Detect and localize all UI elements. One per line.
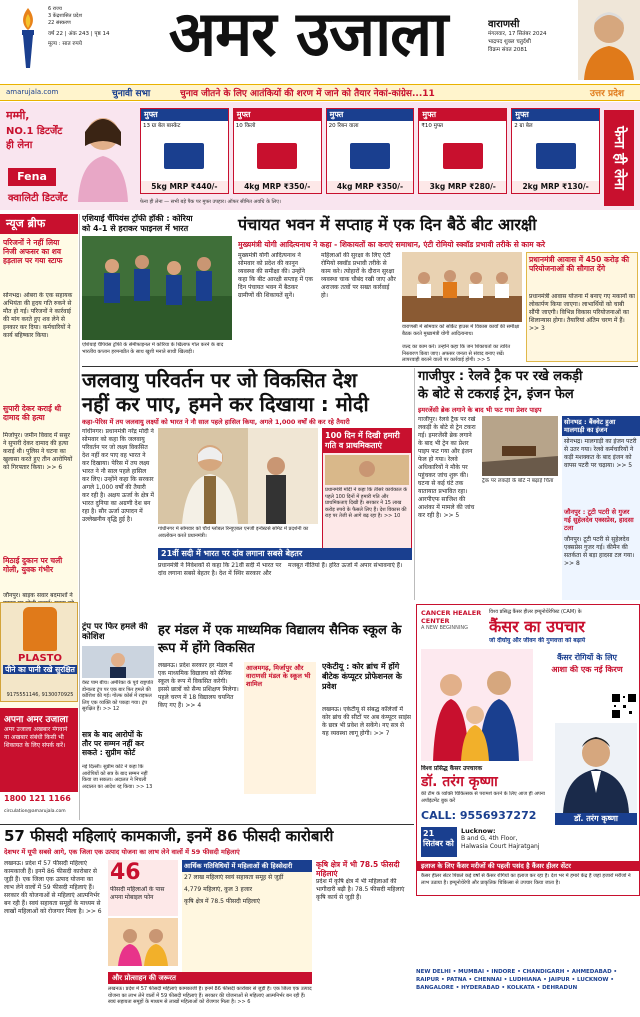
ghazipur-body: गाजीपुर। रेलवे ट्रैक पर रखे लकड़ी के बोटे से ट्रेन टकरा गई। इमरजेंसी ब्रेक लगाने के बाद भी ट्रेन का प्रेशर पाइप फट गया और इंजन फेल हो गया। रेलवे अधिकारियों ने मौके पर पहुंचकर जांच शुरू की। घटना से कई घंटे तक यातायात प्रभावित रहा। आरपीएफ साजिश की आशंका में मामले की जांच कर रही है। >> 5 [418, 416, 476, 519]
appointment-text: की टीम के व्यक्ति चिकित्सक से परामर्श करने के लिए आज ही अपना अपॉइंटमेंट बुक करें [421, 791, 545, 804]
masthead [0, 0, 640, 82]
ad-tagline-2: NO.1 डिटर्जेंट [6, 126, 63, 137]
cancer-org-sub: A NEW BEGINNING [421, 625, 468, 631]
yogi-headline: पंचायत भवन में सप्ताह में एक दिन बैठें बीट आरक्षी [238, 215, 537, 234]
doctor-name: डॉ. तरंग कृष्णा [421, 774, 498, 790]
modi-headline-2: नहीं कर पाए, हमने कर दिखाया : मोदी [82, 392, 369, 416]
trump-body: वेस्ट पाम बीच। अमेरिका के पूर्व राष्ट्रपति डोनाल्ड ट्रंप पर एक बार फिर हमले की कोशिश की गई। गोल्फ कोर्स में राइफल लिए एक व्यक्ति को पकड़ा गया। ट्रंप सुरक्षित हैं। >> 12 [82, 680, 154, 712]
plasto-phone: 9175551146, 9130070925 [6, 692, 74, 698]
women-list-item-2: 4,779 महिलाएं, कुल 3 हजार [184, 886, 253, 893]
date-box: 21 सितंबर को [421, 827, 457, 857]
kejriwal-body: नई दिल्ली। सुप्रीम कोर्ट ने कहा कि आरोपियों को सत्र के बाद सम्मन नहीं किया जा सकता। अदालत ने निचली अदालत का आदेश रद्द किया। >> 13 [82, 764, 153, 790]
fena-packs [140, 108, 600, 194]
fena-pack [326, 108, 415, 194]
women-strip: और प्रोत्साहन की जरूरत [108, 972, 312, 984]
cancer-family-photo [421, 649, 533, 761]
ad-tagline-1: मम्मी, [6, 109, 30, 122]
plasto-brand: PLASTO [18, 653, 62, 664]
edition-meta-2: 3 केंद्रशासित प्रदेश [48, 13, 82, 19]
doctor-tag: डॉ. तरंग कृष्णा [555, 813, 637, 825]
venue-city: Lucknow: [461, 827, 496, 835]
women-stat-text: फीसदी महिलाओं के पास अपना मोबाइल फोन [110, 886, 165, 901]
brief-3-body: जौनपुर। बाइक सवार बदमाशों ने [3, 592, 73, 599]
subscription-box [0, 708, 78, 820]
cancer-org: CANCER HEALER CENTER [421, 609, 482, 625]
yogi-body: मुख्यमंत्री योगी आदित्यनाथ ने सोमवार को प्रदेश की कानून व्यवस्था की समीक्षा की। उन्होंने कहा कि बीट आरक्षी सप्ताह में एक दिन पंचायत भवन में बैठकर ग्रामीणों की शिकायतें सुनें। महिलाओं की सुरक्षा के लिए एंटी रोमियो स्क्वॉड प्रभावी तरीके से काम करे। त्योहारों के दौरान सुरक्षा व्यवस्था चाक चौबंद रखी जाए और अराजक तत्वों पर सख्त कार्रवाई हो। [238, 252, 396, 299]
circulation-email[interactable]: circulation@amarujala.com [4, 809, 66, 814]
ghazipur-inset: ट्रैक पर लकड़ी के बोटे ने बढ़ाई चिंता [482, 478, 554, 484]
inline-body: प्रधानमंत्री ने निवेशकों से कहा कि 21वीं सदी में भारत पर दांव लगाना सबसे बेहतर है। देश में स्थिर सरकार और मजबूत नीतियां हैं। हरित ऊर्जा में अपार संभावनाएं हैं। [158, 562, 403, 577]
pack-mrp: 5kg MRP ₹440/- [141, 181, 228, 193]
hundred-days-head: 100 दिन में दिखी हमारी गति व प्राथमिकताएं [323, 429, 411, 453]
cancer-title: कैंसर का उपचार [489, 617, 585, 636]
cancer-hope-2: आशा की एक नई किरण [551, 665, 623, 674]
hockey-caption: एशियाई चैंपियंस ट्रॉफी के सेमीफाइनल में कोरिया के खिलाफ गोल करने के बाद भारतीय कप्तान हरमनप्रीत के साथ खुशी मनाते साथी खिलाड़ी। [82, 342, 224, 355]
plasto-line: पीने का पानी रखे सुरक्षित [3, 665, 77, 674]
hundred-days-box [322, 428, 412, 554]
issue-date: मंगलवार, 17 सितंबर 2024 [488, 31, 547, 37]
tollfree-number[interactable]: 1800 121 1166 [4, 794, 71, 803]
modi-photo-caption: गांधीनगर में सोमवार को चौथे ग्लोबल रिन्यूएबल एनर्जी इन्वेस्टर्स समिट में प्रदर्शनी का अवलोकन करते प्रधानमंत्री। [158, 526, 309, 539]
nav-strip [0, 84, 640, 101]
brief-1-head: परिजनों ने नहीं लिया निजी अफसर का शव हड़ताल पर गया स्टाफ [3, 238, 63, 265]
cancer-cities: NEW DELHI • MUMBAI • INDORE • CHANDIGARH • AHMEDABAD • RAIPUR • PATNA • CHENNAI • LUDHIANA • JAIPUR • LUCKNOW • BANGALORE • HYDERABAD • KOLKATA • DEHRADUN [416, 969, 618, 991]
hockey-headline: को 4-1 से हराकर फाइनल में भारत [82, 224, 189, 233]
fena-ad-banner [0, 102, 640, 210]
pack-gift: 20 रिबन वाला [328, 123, 359, 129]
women-list-item-3: कृषि क्षेत्र में 78.5 फीसदी महिलाएं [184, 898, 260, 905]
sainik-school-body: लखनऊ। प्रदेश सरकार हर मंडल में एक माध्यमिक विद्यालय को सैनिक स्कूल के रूप में विकसित करेगी। इससे छात्रों को सैन्य प्रशिक्षण मिलेगा। पहले चरण में 18 विद्यालय चयनित किए गए हैं। >> 4 [158, 662, 239, 709]
pm-awas-head: प्रधानमंत्री आवास में 450 करोड़ की परियोजनाओं की सौगात देंगे [529, 255, 630, 273]
venue-line-1: B and G, 4th Floor, [461, 835, 518, 842]
venue [461, 827, 553, 851]
pack-mrp: 3kg MRP ₹280/- [419, 181, 506, 193]
inline-head: 21वीं सदी में भारत पर दांव लगाना सबसे बेहतर [158, 548, 412, 560]
yogi-caption: वाराणसी में सोमवार को सर्किट हाउस में विकास कार्यों की समीक्षा बैठक करते मुख्यमंत्री योगी आदित्यनाथ। [402, 324, 520, 337]
sonbhadra-body: सोनभद्र। मालगाड़ी का इंजन पटरी से उतर गया। रेलवे कर्मचारियों ने कड़ी मशक्कत के बाद इंजन को वापस पटरी पर चढ़ाया। >> 5 [564, 438, 637, 469]
modi-photo [158, 428, 318, 524]
women-body: लखनऊ। प्रदेश में 57 फीसदी महिलाएं कामकाजी हैं। इनमें 86 फीसदी कारोबार से जुड़ी हैं। एक जिला एक उत्पाद योजना का लाभ लेने वालों में 59 फीसदी महिलाएं हैं। सरकार की योजनाओं से महिलाएं आत्मनिर्भर बन रही हैं। स्वयं सहायता समूहों के माध्यम से लाखों महिलाओं को रोजगार मिला है। >> 6 [4, 860, 102, 915]
pack-gift: 13 ग्रा बेल बास्केट [143, 123, 181, 129]
hockey-photo [82, 236, 232, 340]
pack-box-icon [164, 143, 204, 169]
fena-pack [511, 108, 600, 194]
modi-body: गांधीनगर। प्रधानमंत्री नरेंद्र मोदी ने सोमवार को कहा कि जलवायु परिवर्तन पर जो लक्ष्य विकसित देश नहीं कर पाए वह भारत ने कर दिखाया। पेरिस में तय लक्ष्य भारत ने नौ साल पहले हासिल कर लिए। उन्होंने कहा कि सरकार अगले 1,000 वर्षों की तैयारी कर रही है। अक्षय ऊर्जा के क्षेत्र में भारत दुनिया का अग्रणी देश बन रहा है। सौर ऊर्जा उत्पादन में उल्लेखनीय वृद्धि हुई है। [82, 428, 154, 523]
brief-2-head: सुपारी देकर कराई थी दामाद की हत्या [3, 404, 62, 422]
pack-offer-label: मुफ्त [512, 109, 599, 121]
fena-brand-line: क्वालिटी डिटर्जेंट [8, 193, 68, 204]
price-line: मूल्य : सात रुपये [48, 41, 82, 47]
newspaper-title: अमर उजाला [168, 0, 448, 70]
pack-gift: 10 किलो [235, 123, 256, 129]
hockey-kicker: एशियाई चैंपियंस ट्रॉफी हॉकी : कोरिया [82, 214, 193, 223]
sonbhadra-label: सोनभद्र : बैंक्वेट हुआ मालगाड़ी का इंजन [562, 416, 640, 436]
yogi-body2: जल्द का काम करें। उन्होंने कहा कि जन शिकायतों का त्वरित निस्तारण किया जाए। अफसर जनता से संवाद बनाए रखें। लापरवाही बरतने वालों पर कार्रवाई होगी। >> 5 [402, 344, 511, 362]
women-side-body: प्रदेश में कृषि क्षेत्र में भी महिलाओं की भागीदारी बढ़ी है। 78.5 फीसदी महिलाएं कृषि कार्य से जुड़ी हैं। [316, 878, 405, 901]
women-list-box [182, 860, 312, 972]
modi-headline-1: जलवायु परिवर्तन पर जो विकसित देश [82, 368, 357, 392]
cancer-bottom-head: इलाज के लिए कैंसर मरीजों की पहली पसंद है कैंसर हीलर सेंटर [417, 861, 640, 871]
pack-box-icon [536, 143, 576, 169]
nav-headline[interactable]: चुनाव जीतने के लिए आतंकियों की शरण में जाने को तैयार नेकां-कांग्रेस...11 [180, 89, 435, 99]
pack-mrp: 4kg MRP ₹350/- [327, 181, 414, 193]
cancer-hope-1: कैंसर रोगियों के लिए [557, 653, 617, 662]
women-headline: 57 फीसदी महिलाएं कामकाजी, इनमें 86 फीसदी कारोबारी [4, 827, 334, 845]
fena-pack [233, 108, 322, 194]
modi-sub: कहा-पेरिस में तय जलवायु लक्ष्यों को भारत ने नौ साल पहले हासिल किया, अगले 1,000 वर्षों की कर रहे तैयारी [82, 418, 350, 426]
fena-pack [140, 108, 229, 194]
women-list-item-1: 27 लाख महिलाएं स्वयं सहायता समूह से जुड़ीं [184, 874, 284, 881]
sainik-school-headline: हर मंडल में एक माध्यमिक विद्यालय सैनिक स्कूल के रूप में होंगे विकसित [158, 623, 402, 656]
brief-2-body: मिर्जापुर। जमीन विवाद में ससुर ने सुपारी देकर दामाद की हत्या कराई थी। पुलिस ने घटना का खुलासा करते हुए तीन आरोपियों को गिरफ्तार किया। >> 6 [3, 432, 73, 471]
fena-pack [418, 108, 507, 194]
subscription-body: अमर उजाला अखबार मंगवाने या अखबार संबंधी किसी भी शिकायत के लिए संपर्क करें। [4, 726, 68, 749]
qr-code-icon[interactable] [611, 693, 637, 719]
brief-3-head: मिठाई दुकान पर चली गोली, युवक गंभीर [3, 556, 63, 574]
edition-city: वाराणसी [488, 19, 520, 30]
pack-offer-label: मुफ्त [141, 109, 228, 121]
pack-box-icon [350, 143, 390, 169]
pack-offer-label: मुफ्त [327, 109, 414, 121]
sonbhadra-box [562, 416, 640, 600]
trump-headline: ट्रंप पर फिर हमले की कोशिश [82, 622, 148, 642]
pack-offer-label: मुफ्त [419, 109, 506, 121]
site-link[interactable]: amarujala.com [6, 88, 59, 96]
hundred-days-body: प्रधानमंत्री मोदी ने कहा कि तीसरे कार्यकाल के पहले 100 दिनों में हमारी गति और प्राथमिकताएं दिखी हैं। सरकार ने 15 लाख करोड़ रुपये के फैसले लिए हैं। देश विकास की राह पर तेजी से आगे बढ़ रहा है। >> 10 [325, 487, 408, 519]
ghazipur-headline-2: के बोटे से टकराई ट्रेन, इंजन फेल [418, 387, 574, 402]
ghazipur-photo [482, 416, 558, 476]
venue-line-2: Halwasia Court Hajratganj [461, 843, 540, 850]
masthead-portrait [578, 0, 640, 80]
edition-meta-3: 22 संस्करण [48, 20, 71, 26]
volume-line: वर्ष 22 | अंक 243 | पृष्ठ 14 [48, 31, 110, 37]
ad-fine-print: फेना ही लेना — सभी बड़े पैक पर मुफ्त उपहार। ऑफर सीमित अवधि के लिए। [140, 199, 281, 205]
nav-state: उत्तर प्रदेश [590, 89, 624, 99]
ad-girl-photo [70, 106, 136, 202]
pm-awas-box [526, 252, 638, 362]
pack-mrp: 4kg MRP ₹350/- [234, 181, 321, 193]
aktu-story [322, 662, 412, 802]
jaunpur-train-body: जौनपुर। टूटी पटरी से सुहेलदेव एक्सप्रेस गुजर गई। कीमैन की सतर्कता से बड़ा हादसा टल गया। >> 8 [564, 536, 635, 567]
sainik-inset [244, 662, 316, 794]
call-label: CALL: [421, 809, 457, 822]
women-photo [108, 918, 178, 966]
hindi-date: भाद्रपद शुक्ल चतुर्दशी [488, 39, 531, 45]
ad-right-text: फेना ही लेना [604, 110, 634, 206]
ghazipur-sub: इमरजेंसी ब्रेक लगाने के बाद भी फट गया प्रेशर पाइप [418, 406, 542, 414]
doctor-photo [555, 723, 637, 813]
subscription-head: अपना अमर उजाला [4, 715, 68, 725]
samvat: विक्रम संवत 2081 [488, 47, 528, 53]
pm-awas-body: प्रधानमंत्री आवास योजना में बनाए गए मकानों का लोकार्पण किया जाएगा। लाभार्थियों को चाबी सौंपी जाएगी। विभिन्न विकास परियोजनाओं का शिलान्यास होगा। तैयारियां अंतिम चरण में हैं। >> 3 [529, 293, 635, 332]
hockey-story [82, 214, 232, 364]
pack-box-icon [257, 143, 297, 169]
yogi-sub: मुख्यमंत्री योगी आदित्यनाथ ने कहा - शिकायतों का कराएं समाधान, एंटी रोमियो स्क्वॉड प्रभावी तरीके से काम करे [238, 240, 546, 249]
women-side-head: कृषि क्षेत्र में भी 78.5 फीसदी महिलाएं [316, 860, 400, 878]
pack-gift: ₹10 मुफ्त [421, 123, 444, 129]
women-sub: देशभर में यूपी सबसे आगे, एक जिला एक उत्पाद योजना का लाभ लेने वालों में 59 फीसदी महिलाएं [4, 848, 240, 856]
women-stat-num: 46 [110, 860, 141, 885]
cancer-bottom-body: कैंसर हीलर सेंटर पिछले कई वर्षों से कैंसर रोगियों का इलाज कर रहा है। देश भर में हमारे केंद्र हैं जहां हजारों मरीजों ने लाभ उठाया है। इम्यूनोथेरेपी और प्राकृतिक चिकित्सा से उपचार किया जाता है। [421, 873, 631, 886]
pack-offer-label: मुफ्त [234, 109, 321, 121]
women-list-head: आर्थिक गतिविधियों में महिलाओं की हिस्सेदारी [182, 860, 312, 872]
women-strip-body: लखनऊ। प्रदेश में 57 फीसदी महिलाएं कामकाजी हैं। इनमें 86 फीसदी कारोबार से जुड़ी हैं। एक जिला एक उत्पाद योजना का लाभ लेने वालों में 59 फीसदी महिलाएं हैं। सरकार की योजनाओं से महिलाएं आत्मनिर्भर बन रही हैं। स्वयं सहायता समूहों के माध्यम से लाखों महिलाओं को रोजगार मिला है। >> 6 [108, 986, 312, 1005]
twenty-first-century-box [158, 548, 412, 618]
hundred-days-photo [325, 455, 409, 485]
expert-kicker: विश्व प्रसिद्ध कैंसर उपचारक [421, 765, 483, 772]
cancer-title-sub: जो दीर्घायु और जीवन की गुणवत्ता को बढ़ाये [489, 637, 586, 644]
cancer-phone[interactable]: 9556937272 [459, 809, 537, 822]
pack-mrp: 2kg MRP ₹130/- [512, 181, 599, 193]
plasto-tank-ad [0, 602, 78, 702]
ghazipur-headline-1: गाजीपुर : रेलवे ट्रैक पर रखे लकड़ी [418, 369, 583, 384]
cancer-logo [421, 609, 485, 629]
women-stat [108, 860, 178, 916]
aktu-body: लखनऊ। एकेटीयू से संबद्ध कॉलेजों में कोर ब्रांच की सीटों पर अब कंप्यूटर साइंस के छात्र भी प्रवेश ले सकेंगे। नए सत्र से यह व्यवस्था लागू होगी। >> 7 [322, 706, 411, 737]
yogi-photo [402, 252, 522, 322]
women-side [316, 860, 414, 1008]
cancer-healer-ad [416, 604, 640, 896]
nav-section: चुनावी सभा [112, 89, 151, 99]
jaunpur-train-head: जौनपुर : टूटी पटरी से गुजर गई सुहेलदेव एक्सप्रेस, हादसा टला [564, 508, 634, 532]
sainik-inset-text: आजमगढ़, मिर्जापुर और वाराणसी मंडल के स्कूल भी शामिल [246, 664, 311, 688]
pack-box-icon [443, 143, 483, 169]
trump-photo [82, 646, 154, 678]
kejriwal-headline: सत्र के बाद आरोपों के तौर पर सम्मन नहीं कर सकते : सुप्रीम कोर्ट [82, 730, 144, 757]
trump-story [82, 622, 154, 802]
torch-logo-icon [14, 6, 42, 70]
ad-tagline-3: ही लेना [6, 140, 33, 151]
edition-meta-1: 6 राज्य [48, 6, 62, 12]
pack-gift: 2 ग्रा बेल [514, 123, 533, 129]
aktu-headline: एकेटीयू : कोर ब्रांच में होंगे बीटेक कंप्यूटर प्रोफेशनल के प्रवेश [322, 662, 402, 691]
fena-brand-box: Fena [8, 168, 56, 186]
brief-1-body: सोनभद्र। ओबरा के एक सहायक अभियंता की हृदय गति रुकने से मौत हो गई। परिजनों ने कार्रवाई की मांग करते हुए शव लेने से इनकार कर दिया। कर्मचारियों ने कार्य बहिष्कार किया। [3, 292, 73, 339]
news-brief-label: न्यूज ब्रीफ [0, 214, 78, 234]
cancer-kicker: विश्व प्रसिद्ध कैंसर हीलर इम्यूनोथेरेपिस्ट (CAM) के [489, 609, 582, 615]
